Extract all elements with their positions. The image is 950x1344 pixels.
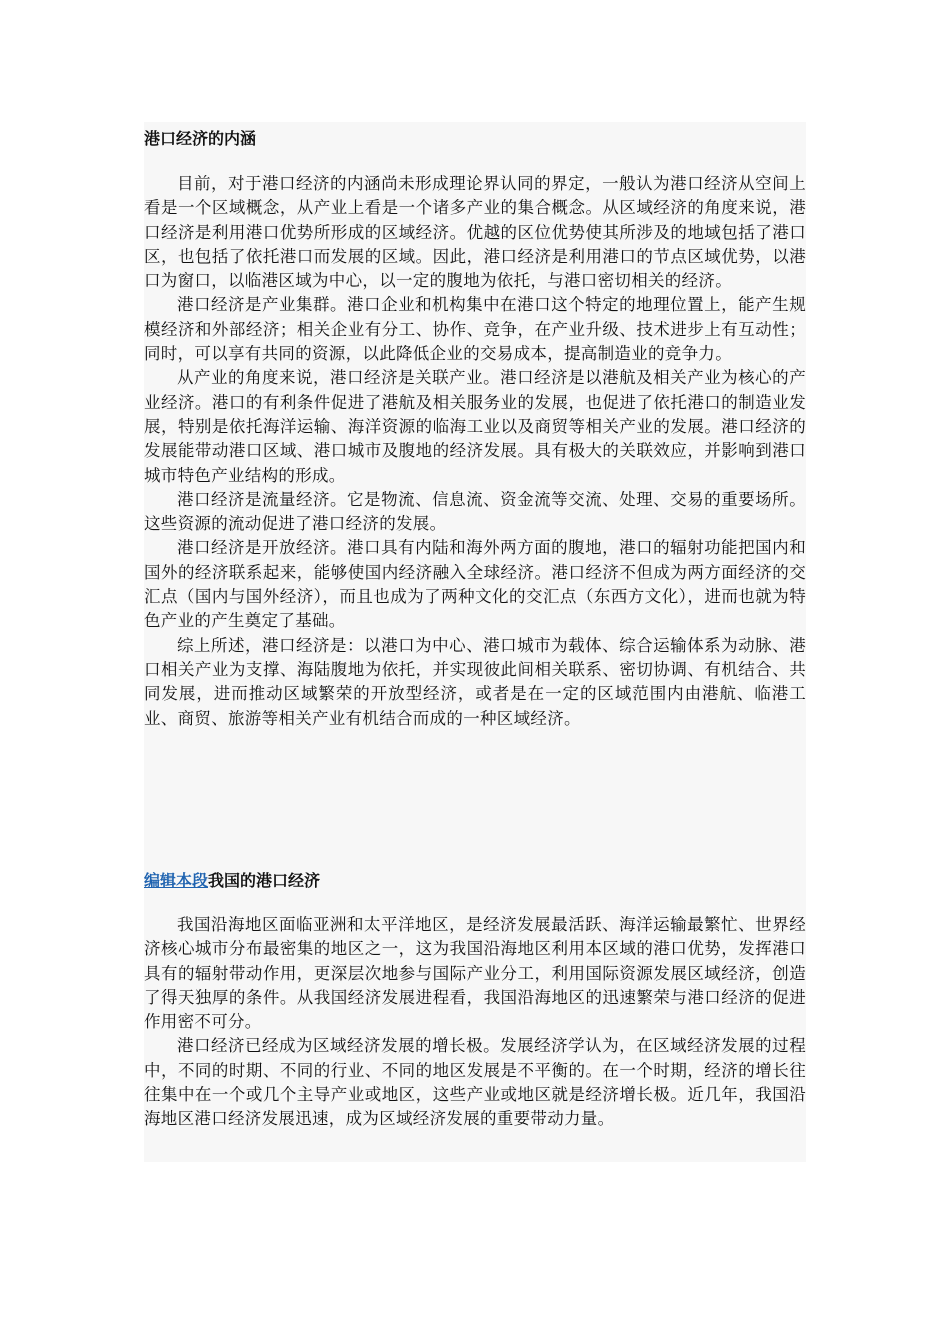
- section-title-port-economy: 港口经济的内涵: [144, 129, 257, 148]
- section-title-china-ports: 我国的港口经济: [208, 871, 321, 890]
- section-body-china-ports: [144, 913, 806, 1132]
- paragraph: 港口经济是开放经济。港口具有内陆和海外两方面的腹地，港口的辐射功能把国内和国外的经济联系起来，能够使国内经济融入全球经济。港口经济不但成为两方面经济的交汇点（国内与国外经济），而且也成为了两种文化的交汇点（东西方文化），进而也就为特色产业的产生奠定了基础。: [144, 538, 806, 631]
- section-heading-china-ports: [144, 870, 320, 892]
- paragraph: 港口经济是流量经济。它是物流、信息流、资金流等交流、处理、交易的重要场所。这些资源的流动促进了港口经济的发展。: [144, 489, 806, 534]
- paragraph: 我国沿海地区面临亚洲和太平洋地区，是经济发展最活跃、海洋运输最繁忙、世界经济核心城市分布最密集的地区之一，这为我国沿海地区利用本区域的港口优势，发挥港口具有的辐射带动作用，更深层次地参与国际产业分工，利用国际资源发展区域经济，创造了得天独厚的条件。从我国经济发展进程看，我国沿海地区的迅速繁荣与港口经济的促进作用密不可分。: [144, 915, 806, 1032]
- paragraph: 港口经济是产业集群。港口企业和机构集中在港口这个特定的地理位置上，能产生规模经济和外部经济；相关企业有分工、协作、竞争，在产业升级、技术进步上有互动性；同时，可以享有共同的资源，以此降低企业的交易成本，提高制造业的竞争力。: [144, 295, 806, 364]
- paragraph: 综上所述，港口经济是：以港口为中心、港口城市为载体、综合运输体系为动脉、港口相关产业为支撑、海陆腹地为依托，并实现彼此间相关联系、密切协调、有机结合、共同发展，进而推动区域繁荣的开放型经济，或者是在一定的区域范围内由港航、临港工业、商贸、旅游等相关产业有机结合而成的一种区域经济。: [144, 635, 806, 728]
- paragraph: 目前，对于港口经济的内涵尚未形成理论界认同的界定，一般认为港口经济从空间上看是一个区域概念，从产业上看是一个诸多产业的集合概念。从区域经济的角度来说，港口经济是利用港口优势所形成的区域经济。优越的区位优势使其所涉及的地域包括了港口区，也包括了依托港口而发展的区域。因此，港口经济是利用港口的节点区域优势，以港口为窗口，以临港区域为中心，以一定的腹地为依托，与港口密切相关的经济。: [144, 174, 806, 291]
- section-body-port-economy: [144, 172, 806, 731]
- paragraph: 从产业的角度来说，港口经济是关联产业。港口经济是以港航及相关产业为核心的产业经济。港口的有利条件促进了港航及相关服务业的发展，也促进了依托港口的制造业发展，特别是依托海洋运输、海洋资源的临海工业以及商贸等相关产业的发展。港口经济的发展能带动港口区域、港口城市及腹地的经济发展。具有极大的关联效应，并影响到港口城市特色产业结构的形成。: [144, 368, 806, 485]
- edit-section-link[interactable]: 编辑本段: [144, 871, 209, 890]
- paragraph: 港口经济已经成为区域经济发展的增长极。发展经济学认为，在区域经济发展的过程中，不同的时期、不同的行业、不同的地区发展是不平衡的。在一个时期，经济的增长往往集中在一个或几个主导产业或地区，这些产业或地区就是经济增长极。近几年，我国沿海地区港口经济发展迅速，成为区域经济发展的重要带动力量。: [144, 1036, 806, 1129]
